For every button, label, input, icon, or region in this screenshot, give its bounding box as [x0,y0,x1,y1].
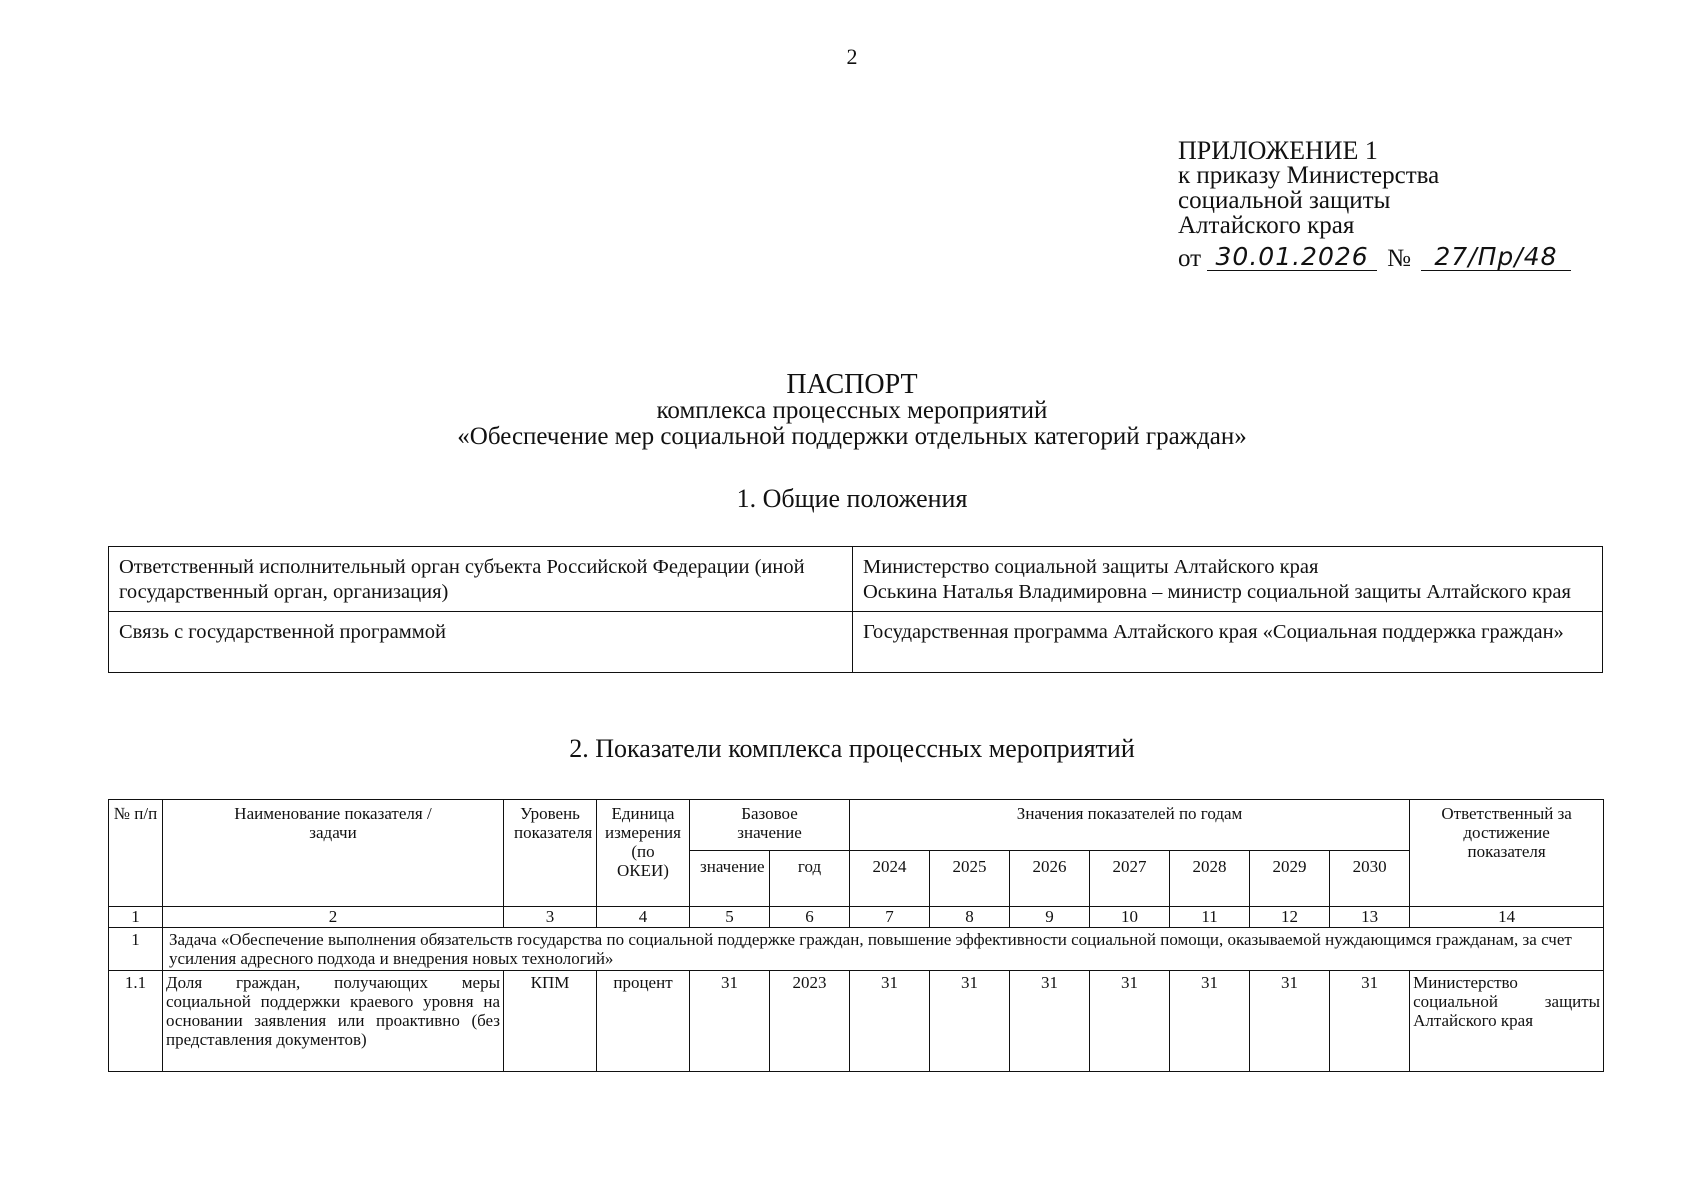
document-subtitle: комплекса процессных мероприятий [656,397,1048,424]
column-number: 6 [770,907,850,928]
column-number: 4 [597,907,690,928]
task-row [109,928,1604,971]
year-value: 31 [930,971,1010,1072]
general-provisions-table [108,546,1603,673]
appendix-line: к приказу Министерства [1178,162,1440,189]
page-number: 2 [846,44,858,69]
column-number: 9 [1010,907,1090,928]
header-year: 2025 [930,851,1010,907]
header-year: 2029 [1250,851,1330,907]
indicator-level: КПМ [504,971,597,1072]
header-base-year: год [770,851,850,907]
column-number: 10 [1090,907,1170,928]
value-line: Оськина Наталья Владимировна – министр социальной защиты Алтайского края [863,581,1571,603]
header-num: № п/п [109,800,163,907]
task-number: 1 [109,928,163,971]
section1-title: 1. Общие положения [736,484,968,513]
header-values-by-year: Значения показателей по годам [850,800,1410,851]
order-date: 30.01.2026 [1207,244,1377,271]
column-number: 13 [1330,907,1410,928]
task-text: Задача «Обеспечение выполнения обязательств государства по социальной поддержке граждан, повышение эффективности социальной помощи, оказываемой нуждающимся гражданам, за счет усиления адресного подхода и внедрения новых технологий» [163,928,1604,971]
document-title-block [0,369,1704,450]
year-value: 31 [1170,971,1250,1072]
value-cell [853,612,1603,673]
header-year: 2027 [1090,851,1170,907]
year-value: 31 [850,971,930,1072]
column-number-row [109,907,1604,928]
year-value: 31 [1090,971,1170,1072]
value-cell [853,547,1603,612]
header-year: 2026 [1010,851,1090,907]
base-year: 2023 [770,971,850,1072]
column-number: 7 [850,907,930,928]
order-reference [1178,244,1571,271]
header-year: 2024 [850,851,930,907]
header-responsible: Ответственный за достижение показателя [1410,800,1604,907]
header-year: 2028 [1170,851,1250,907]
year-value: 31 [1250,971,1330,1072]
header-row [109,800,1604,851]
appendix-block [1178,138,1571,271]
document-name: «Обеспечение мер социальной поддержки отдельных категорий граждан» [457,423,1247,450]
header-year: 2030 [1330,851,1410,907]
section2-title: 2. Показатели комплекса процессных мероприятий [569,734,1135,763]
responsible: Министерство социальной защиты Алтайского края [1410,971,1604,1072]
order-number: 27/Пр/48 [1421,244,1571,271]
appendix-line: Алтайского края [1178,212,1355,239]
label-cell: Ответственный исполнительный орган субъекта Российской Федерации (иной государственный орган, организация) [109,547,853,612]
column-number: 8 [930,907,1010,928]
appendix-title: ПРИЛОЖЕНИЕ 1 [1178,136,1378,165]
year-value: 31 [1010,971,1090,1072]
column-number: 11 [1170,907,1250,928]
base-value: 31 [690,971,770,1072]
column-number: 5 [690,907,770,928]
column-number: 3 [504,907,597,928]
table-row [109,971,1604,1072]
header-base: Базовое значение [690,800,850,851]
document-title: ПАСПОРТ [786,369,918,400]
from-label: от [1178,245,1202,272]
row-number: 1.1 [109,971,163,1072]
column-number: 12 [1250,907,1330,928]
year-value: 31 [1330,971,1410,1072]
column-number: 14 [1410,907,1604,928]
header-unit: Единица измерения (по ОКЕИ) [597,800,690,907]
number-label: № [1387,245,1411,272]
column-number: 1 [109,907,163,928]
header-level: Уровень показателя [504,800,597,907]
label-cell: Связь с государственной программой [109,612,853,673]
value-line: Министерство социальной защиты Алтайского края [863,556,1319,578]
appendix-line: социальной защиты [1178,187,1391,214]
table-row [109,547,1603,612]
indicator-unit: процент [597,971,690,1072]
indicator-name: Доля граждан, получающих меры социальной поддержки краевого уровня на основании заявления или проактивно (без представления документов) [163,971,504,1072]
column-number: 2 [163,907,504,928]
table-row [109,612,1603,673]
indicators-table [108,799,1604,1072]
value-line: Государственная программа Алтайского края «Социальная поддержка граждан» [863,621,1564,643]
header-name: Наименование показателя / задачи [163,800,504,907]
header-base-value: значение [690,851,770,907]
